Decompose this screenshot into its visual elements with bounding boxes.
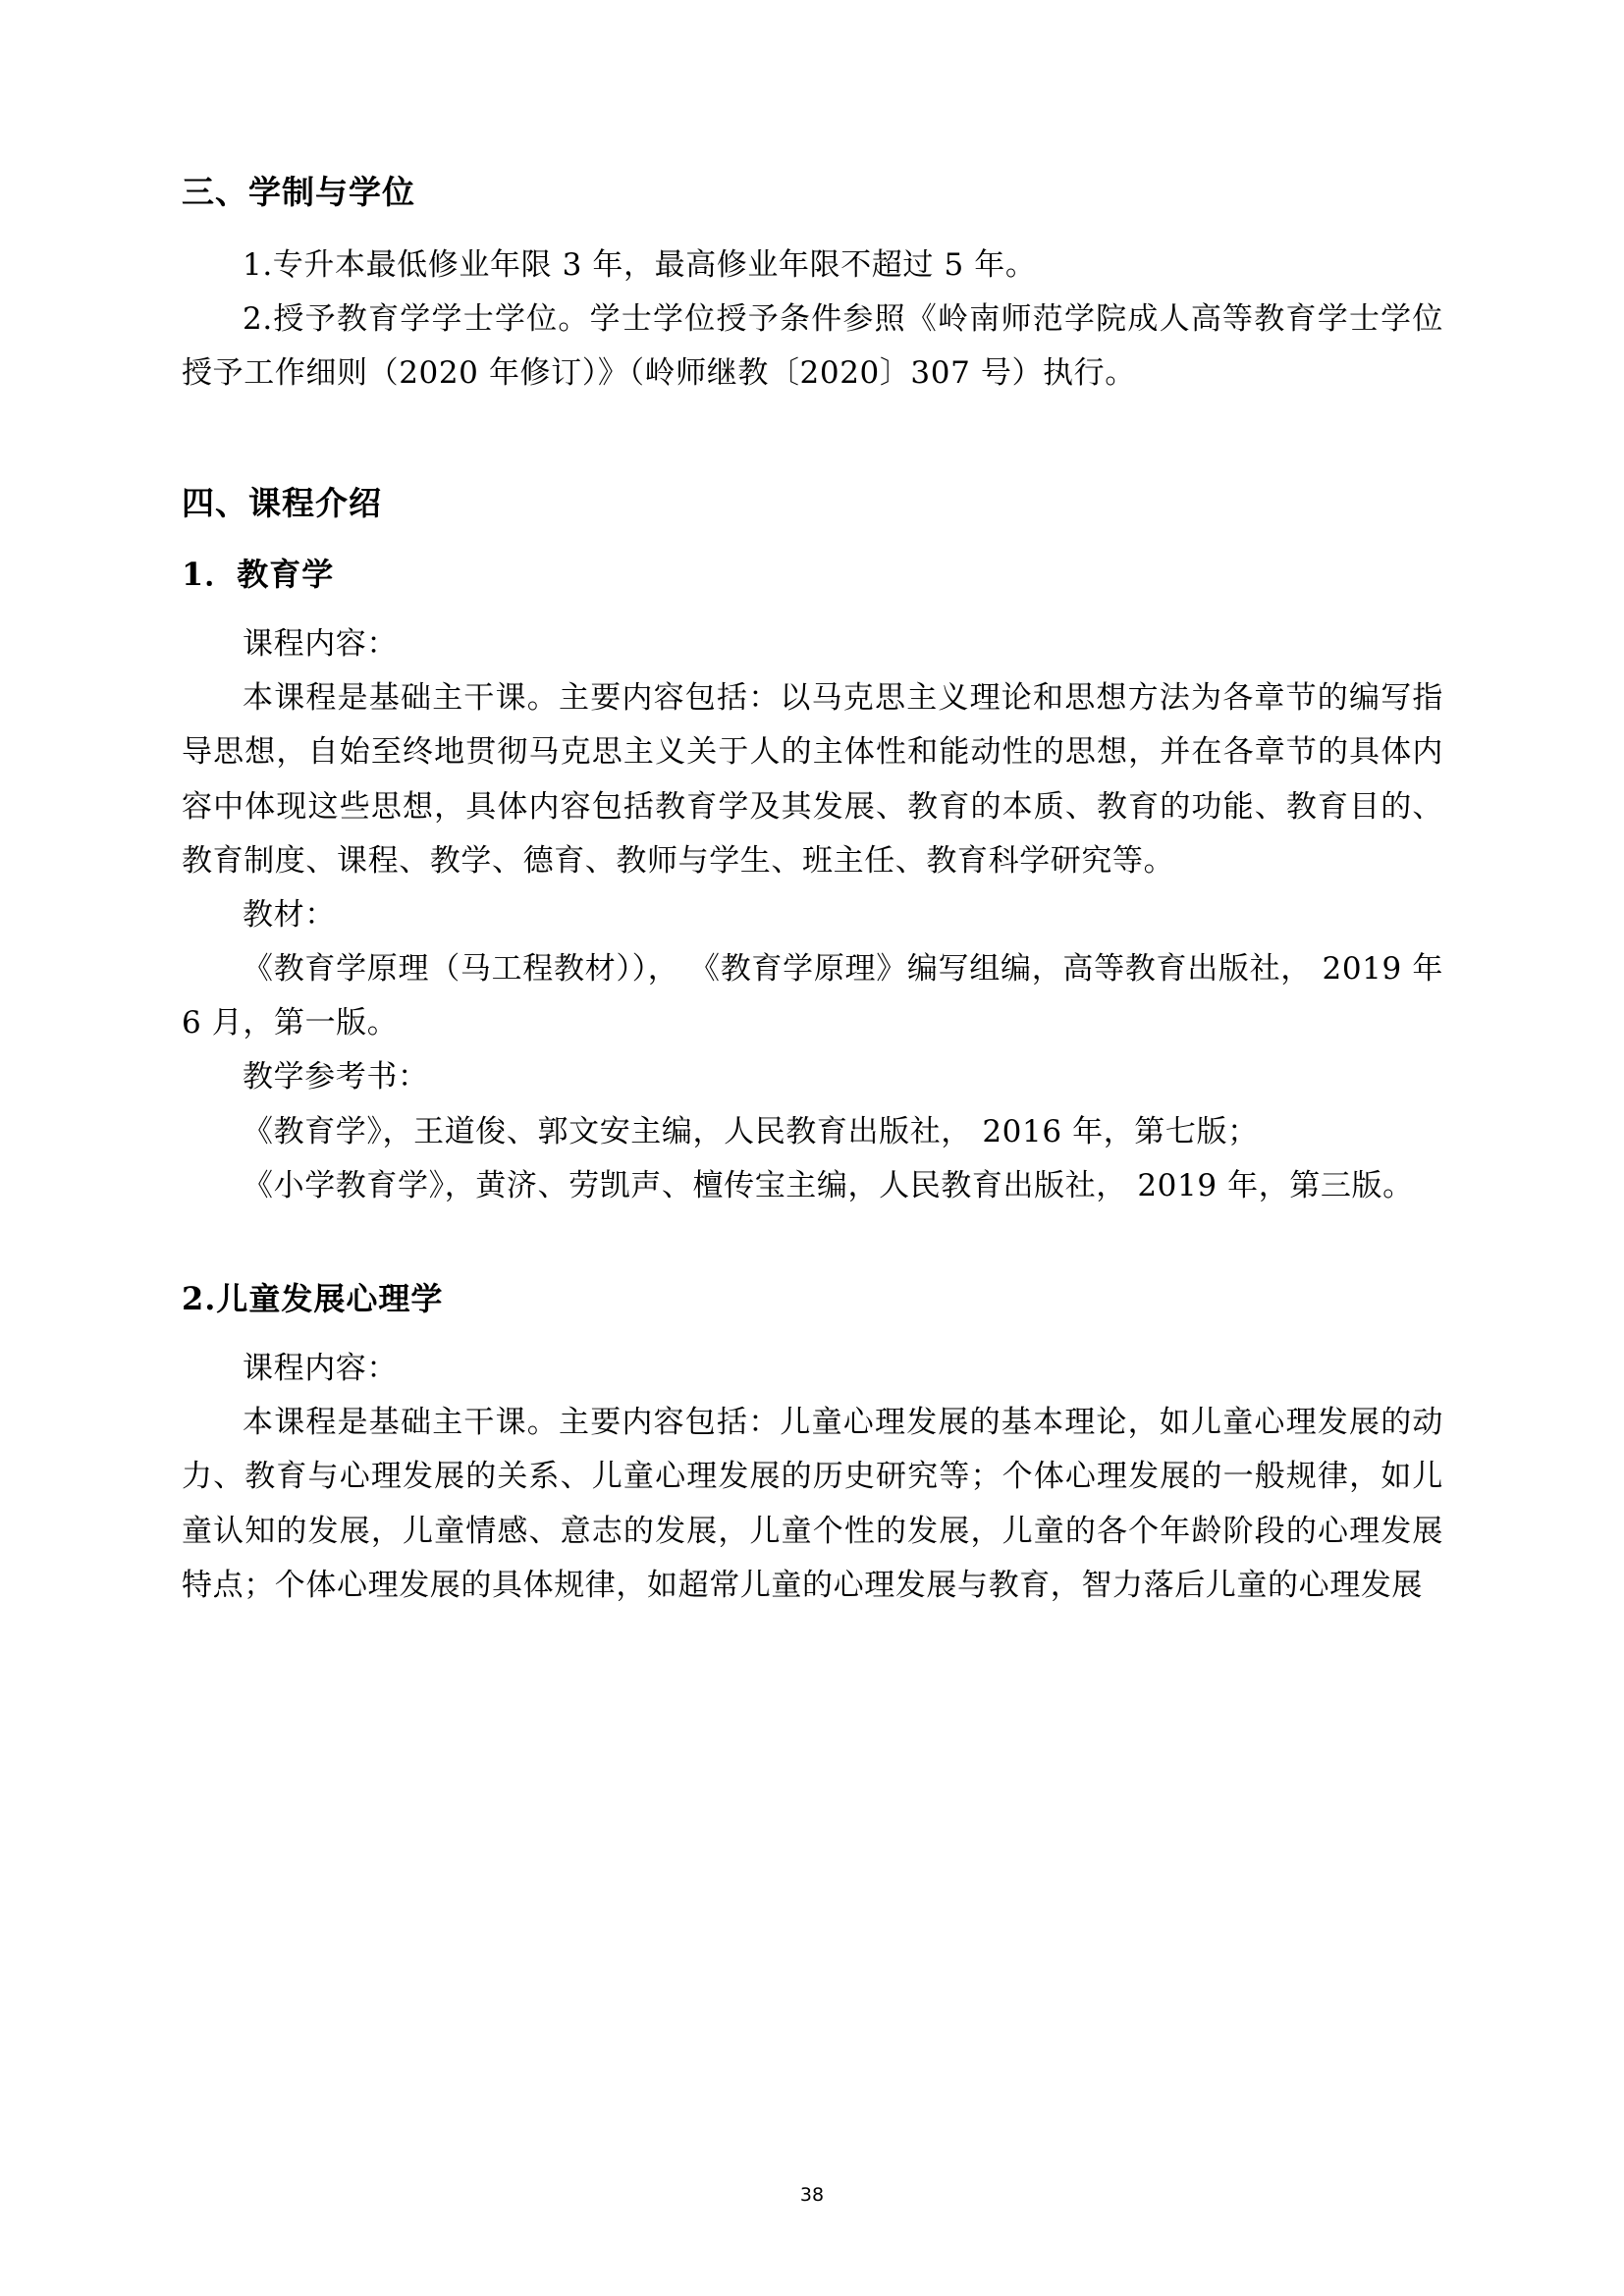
paragraph-reference-book-1b: 《小学教育学》，黄济、劳凯声、檀传宝主编，人民教育出版社， 2019 年，第三版。 bbox=[243, 1167, 1414, 1203]
heading-course-2: 2.儿童发展心理学 bbox=[182, 1279, 444, 1317]
spacer bbox=[182, 1324, 1443, 1342]
heading-section-4: 四、课程介绍 bbox=[182, 483, 382, 522]
spacer bbox=[182, 221, 1443, 239]
spacer bbox=[182, 600, 1443, 617]
label-course-content-1: 课程内容： bbox=[243, 625, 398, 662]
spacer bbox=[182, 401, 1443, 478]
label-reference-books-1: 教学参考书： bbox=[243, 1059, 429, 1095]
paragraph-reference-book-1a: 《教育学》，王道俊、郭文安主编，人民教育出版社， 2016 年，第七版； bbox=[243, 1113, 1259, 1149]
spacer bbox=[182, 532, 1443, 550]
heading-section-3: 三、学制与学位 bbox=[182, 173, 415, 211]
paragraph-degree-award: 2.授予教育学学士学位。学士学位授予条件参照《岭南师范学院成人高等教育学士学位授予工作细则（2020 年修订）》（岭师继教〔2020〕307 号）执行。 bbox=[182, 301, 1443, 392]
paragraph-course-content-1: 本课程是基础主干课。主要内容包括：以马克思主义理论和思想方法为各章节的编写指导思想，自始至终地贯彻马克思主义关于人的主体性和能动性的思想，并在各章节的具体内容中体现这些思想，具体内容包括教育学及其发展、教育的本质、教育的功能、教育目的、教育制度、课程、教学、德育、教师与学生、班主任、教育科学研究等。 bbox=[182, 680, 1443, 879]
page-number: 38 bbox=[799, 2184, 825, 2206]
label-textbook-1: 教材： bbox=[243, 896, 336, 933]
paragraph-textbook-1: 《教育学原理（马工程教材））， 《教育学原理》编写组编，高等教育出版社， 2019 年 6 月，第一版。 bbox=[182, 951, 1443, 1041]
paragraph-study-duration: 1.专升本最低修业年限 3 年，最高修业年限不超过 5 年。 bbox=[243, 247, 1037, 284]
heading-course-1: 1．教育学 bbox=[182, 555, 335, 593]
spacer bbox=[182, 1213, 1443, 1274]
paragraph-course-content-2: 本课程是基础主干课。主要内容包括：儿童心理发展的基本理论，如儿童心理发展的动力、教育与心理发展的关系、儿童心理发展的历史研究等；个体心理发展的一般规律，如儿童认知的发展，儿童情感、意志的发展，儿童个性的发展，儿童的各个年龄阶段的心理发展特点；个体心理发展的具体规律，如超常儿童的心理发展与教育，智力落后儿童的心理发展 bbox=[182, 1405, 1443, 1603]
document-body bbox=[182, 167, 1443, 1613]
label-course-content-2: 课程内容： bbox=[243, 1351, 398, 1387]
